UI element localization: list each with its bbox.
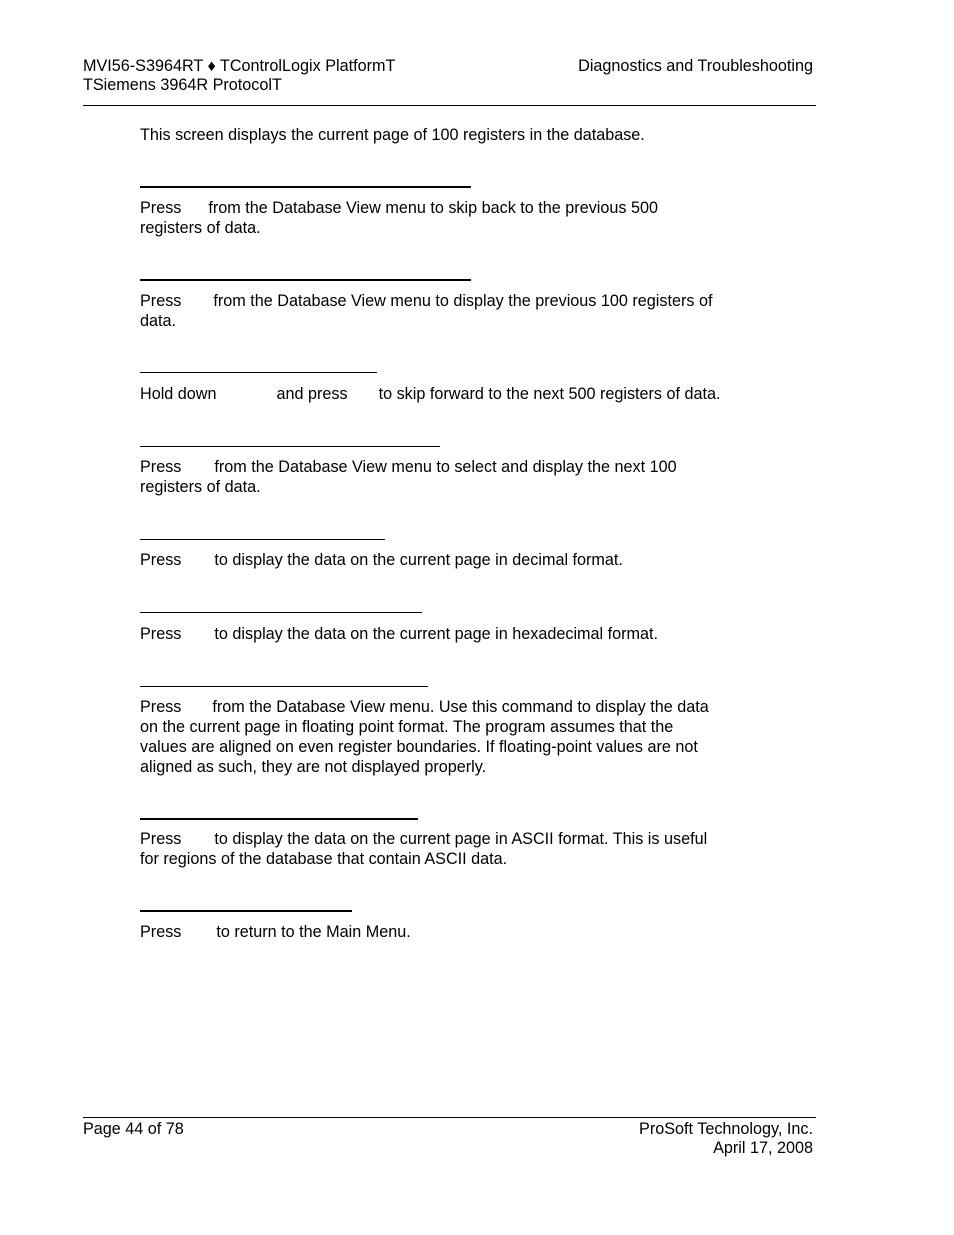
section-rule (140, 186, 471, 188)
header-protocol: TSiemens 3964R ProtocolT (83, 76, 282, 94)
section-paragraph: Press to display the data on the current page in decimal format. (140, 551, 623, 569)
section-rule (140, 910, 352, 912)
section-paragraph: Press to display the data on the current page in ASCII format. This is useful for regions of the database that contain ASCII data. (140, 830, 708, 868)
section-paragraph: Press to display the data on the current page in hexadecimal format. (140, 625, 659, 643)
section-rule (140, 446, 440, 447)
section-paragraph: Press from the Database View menu to skip back to the previous 500 registers of data. (140, 199, 658, 237)
section-paragraph: Press to return to the Main Menu. (140, 923, 411, 941)
section-paragraph: Hold down and press to skip forward to the next 500 registers of data. (140, 385, 721, 403)
section-rule (140, 612, 422, 613)
intro-text: This screen displays the current page of 100 registers in the database. (140, 126, 645, 144)
header-section-title: Diagnostics and Troubleshooting (578, 57, 813, 75)
footer-divider (83, 1117, 816, 1118)
section-rule (140, 686, 428, 687)
section-rule (140, 818, 418, 820)
section-paragraph: Press from the Database View menu. Use this command to display the data on the current page in floating point format. The program assumes that the values are aligned on even register boundaries. If floating-point values are not aligned as such, they are not displayed properly. (140, 698, 709, 776)
footer-date: April 17, 2008 (713, 1139, 813, 1157)
section-rule (140, 372, 377, 373)
page-number: Page 44 of 78 (83, 1120, 184, 1138)
section-paragraph: Press from the Database View menu to display the previous 100 registers of data. (140, 292, 713, 330)
footer-company: ProSoft Technology, Inc. (639, 1120, 813, 1138)
section-rule (140, 279, 471, 281)
section-paragraph: Press from the Database View menu to select and display the next 100 registers of data. (140, 458, 677, 496)
header-divider (83, 105, 816, 106)
section-rule (140, 539, 385, 540)
header-product: MVI56-S3964RT ♦ TControlLogix PlatformT (83, 57, 396, 75)
